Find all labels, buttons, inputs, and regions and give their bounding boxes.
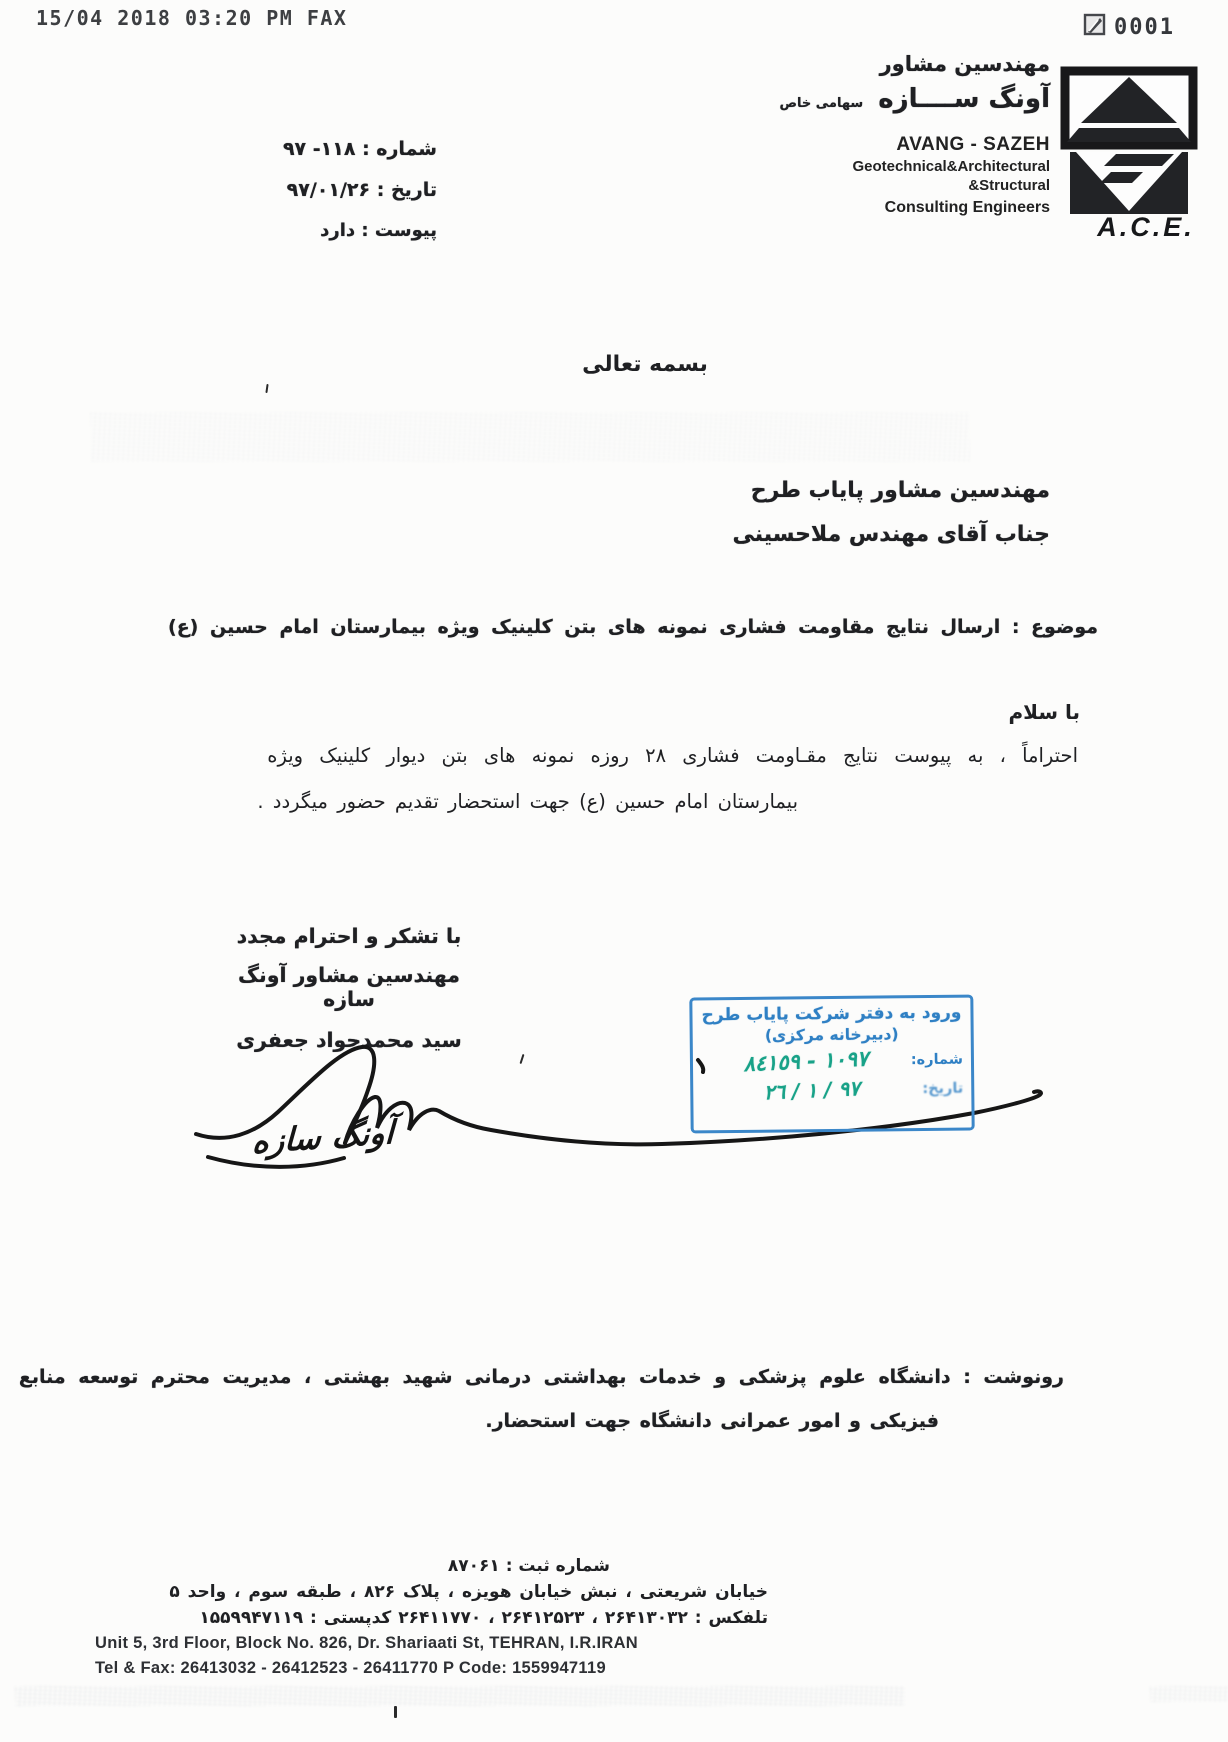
signature-handwriting: آونگ سازه — [251, 1112, 395, 1162]
stamp-number-row — [701, 1048, 963, 1075]
stamp-date-label: تاریخ: — [922, 1080, 964, 1098]
letter-number: شماره : ۱۱۸- ۹۷ — [282, 138, 437, 160]
addressee-block — [732, 480, 1050, 546]
stamp-date-value: ٩٧ / ١ / ٢٦ — [763, 1076, 861, 1105]
tagline-consulting: Consulting Engineers — [884, 199, 1050, 216]
registration-number: شماره ثبت : ۸۷۰۶۱ — [447, 1556, 610, 1576]
scan-speck — [265, 384, 268, 393]
closing-block — [218, 924, 480, 1052]
subject-line: موضوع : ارسال نتایج مقاومت فشاری نمونه های بتن کلینیک ویژه بیمارستان امام حسین (ع) — [168, 616, 1098, 638]
closing-company: مهندسین مشاور آونگ سازه — [238, 963, 460, 1011]
letterhead-fa-line2 — [710, 84, 1050, 114]
body-line-2: بیمارستان امام حسین (ع) جهت استحضار تقدیم حضور میگردد . — [257, 790, 798, 813]
letter-attachment: پیوست : دارد — [320, 220, 437, 241]
address-persian: خیابان شریعتی ، نبش خیابان هویزه ، پلاک ۸۲۶ ، طبقه سوم ، واحد ۵ — [169, 1582, 768, 1602]
avang-sazeh-logo — [1058, 62, 1198, 221]
scan-noise — [15, 1686, 905, 1706]
company-type-note: سهامی خاص — [779, 96, 864, 111]
cc-line-1: رونوشت : دانشگاه علوم پزشکی و خدمات بهداشتی درمانی شهید بهشتی ، مدیریت محترم توسعه منابع — [18, 1366, 1064, 1388]
letterhead-persian — [710, 52, 1050, 114]
address-english: Unit 5, 3rd Floor, Block No. 826, Dr. Shariaati St, TEHRAN, I.R.IRAN — [95, 1634, 639, 1652]
addressee-company: مهندسین مشاور پایاب طرح — [750, 478, 1050, 503]
basmala: بسمه تعالی — [582, 352, 708, 377]
fax-timestamp: 15/04 2018 03:20 PM FAX — [36, 6, 348, 30]
tagline-structural: &Structural — [968, 177, 1050, 194]
scan-speck — [394, 1706, 397, 1718]
fax-page-number: 0001 — [1114, 14, 1175, 40]
salutation: با سلام — [1008, 700, 1080, 724]
scan-noise — [1150, 1686, 1228, 1702]
tagline-geotechnical: Geotechnical&Architectural — [852, 158, 1050, 175]
stamp-number-value: ١٠٩٧ - ٨٤١٥٩ — [742, 1046, 869, 1077]
addressee-person: جناب آقای مهندس ملاحسینی — [732, 522, 1050, 547]
stamp-number-label: شماره: — [910, 1051, 964, 1069]
contact-persian: تلفکس : ۲۶۴۱۳۰۳۲ ، ۲۶۴۱۲۵۲۳ ، ۲۶۴۱۱۷۷۰ کدپستی : ۱۵۵۹۹۴۷۱۱۹ — [199, 1608, 768, 1628]
stamp-subtitle: (دبیرخانه مرکزی) — [764, 1025, 899, 1045]
company-name-fa: آونگ ســــازه — [878, 84, 1050, 114]
reference-block — [283, 138, 437, 260]
fax-page-icon — [1082, 12, 1108, 42]
stamp-title: ورود به دفتر شرکت پایاب طرح — [701, 1002, 962, 1026]
company-name-en: AVANG - SAZEH — [896, 134, 1050, 155]
letterhead-fa-line1: مهندسین مشاور — [879, 52, 1050, 76]
entry-stamp — [689, 995, 974, 1134]
cc-line-2: فیزیکی و امور عمرانی دانشگاه جهت استحضار. — [485, 1410, 939, 1432]
closing-signatory: سید محمدجواد جعفری — [236, 1028, 462, 1052]
contact-english: Tel & Fax: 26413032 - 26412523 - 26411770 P Code: 1559947119 — [95, 1659, 606, 1677]
body-line-1: احتراماً ، به پیوست نتایج مقـاومت فشاری ۲۸ روزه نمونه های بتن دیوار کلینیک ویژه — [267, 744, 1078, 767]
letter-date: تاریخ : ۹۷/۰۱/۲۶ — [286, 179, 437, 201]
closing-regards: با تشکر و احترام مجدد — [236, 924, 462, 948]
fax-page-counter — [1082, 12, 1175, 42]
scan-noise — [90, 412, 970, 462]
letterhead-english — [710, 134, 1050, 217]
stamp-date-row — [701, 1077, 963, 1104]
company-abbreviation: A.C.E. — [1097, 212, 1195, 242]
